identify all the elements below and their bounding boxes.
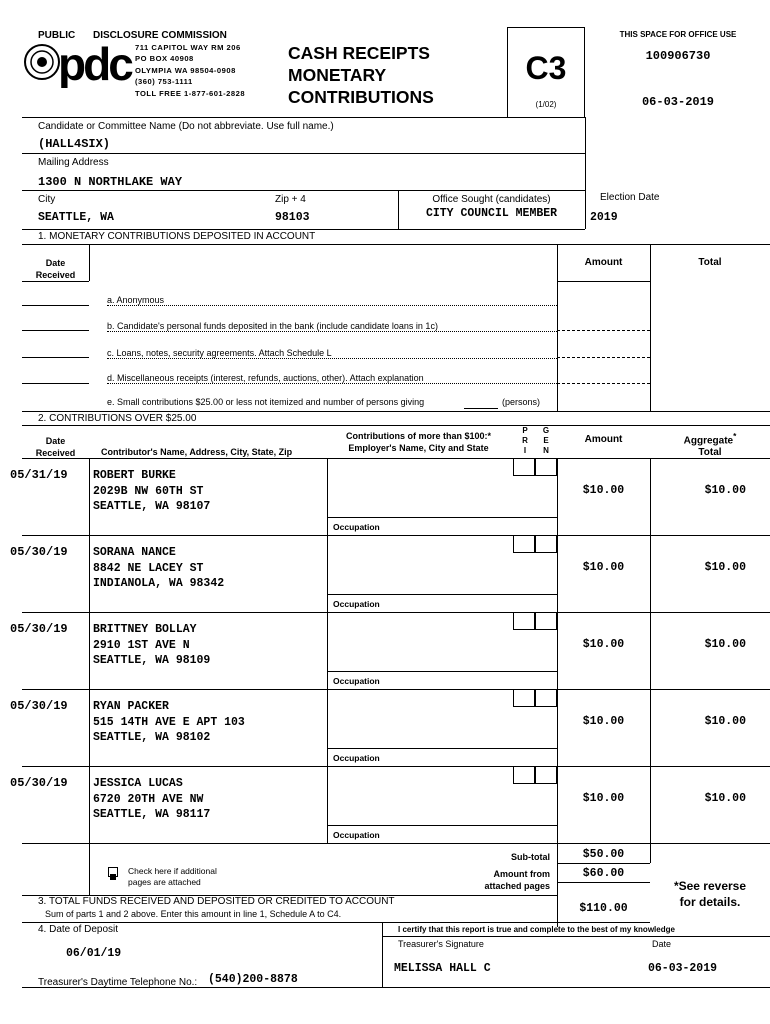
zip-label: Zip + 4 xyxy=(275,194,306,205)
contributor-street[interactable]: 8842 NE LACEY ST xyxy=(93,561,204,575)
contribution-amount[interactable]: $10.00 xyxy=(582,561,625,574)
subtotal-label: Sub-total xyxy=(511,852,550,862)
gen-checkbox[interactable] xyxy=(535,458,557,476)
line-c-loans: c. Loans, notes, security agreements. Attach Schedule L xyxy=(107,348,557,359)
agency-address xyxy=(135,42,245,99)
section1-amount-header: Amount xyxy=(584,257,623,268)
logo-lettering: pdc xyxy=(58,42,131,88)
phone-field[interactable]: (540)200-8878 xyxy=(208,973,298,986)
pri-checkbox[interactable] xyxy=(513,766,535,784)
total-funds-amount: $110.00 xyxy=(579,902,628,915)
gen-checkbox[interactable] xyxy=(535,766,557,784)
pdc-logo xyxy=(22,42,134,88)
line-b-personal-funds: b. Candidate's personal funds deposited in the bank (include candidate loans in 1c) xyxy=(107,321,557,332)
contributor-city[interactable]: SEATTLE, WA 98109 xyxy=(93,654,211,667)
section2-heading: 2. CONTRIBUTIONS OVER $25.00 xyxy=(38,413,197,424)
employer-header xyxy=(327,430,510,454)
contribution-date[interactable]: 05/30/19 xyxy=(10,699,68,713)
contribution-row xyxy=(10,535,770,612)
section3-heading: 3. TOTAL FUNDS RECEIVED AND DEPOSITED OR CREDITED TO ACCOUNT xyxy=(38,896,395,907)
pri-checkbox[interactable] xyxy=(513,458,535,476)
agency-name-left: PUBLIC xyxy=(38,30,76,41)
additional-pages-checkbox[interactable] xyxy=(108,867,118,877)
occupation-label: Occupation xyxy=(333,522,380,532)
employer-header-line: Employer's Name, City and State xyxy=(348,443,489,453)
contributor-street[interactable]: 6720 20TH AVE NW xyxy=(93,792,204,806)
aggregate-total: $10.00 xyxy=(704,484,746,497)
aggregate-total: $10.00 xyxy=(704,715,746,728)
agency-name-right: DISCLOSURE COMMISSION xyxy=(93,30,227,41)
additional-pages-label xyxy=(128,866,217,888)
contribution-amount[interactable]: $10.00 xyxy=(582,484,625,497)
certify-statement: I certify that this report is true and complete to the best of my knowledge xyxy=(398,925,675,934)
election-date-field[interactable]: 2019 xyxy=(590,211,618,224)
office-use-label: THIS SPACE FOR OFFICE USE xyxy=(619,30,737,39)
date-header-line: Received xyxy=(35,270,76,280)
form-title xyxy=(288,42,434,108)
form-version: (1/02) xyxy=(535,100,557,109)
mailing-address-label: Mailing Address xyxy=(38,157,109,168)
contribution-row xyxy=(10,766,770,843)
contributor-city[interactable]: SEATTLE, WA 98102 xyxy=(93,731,211,744)
section1-heading: 1. MONETARY CONTRIBUTIONS DEPOSITED IN ACCOUNT xyxy=(38,231,316,242)
election-date-label: Election Date xyxy=(600,192,660,203)
line-a-anonymous: a. Anonymous xyxy=(107,295,557,306)
contribution-date[interactable]: 05/31/19 xyxy=(10,468,68,482)
treasurer-signature-field[interactable]: MELISSA HALL C xyxy=(394,962,491,975)
certify-date-field[interactable]: 06-03-2019 xyxy=(648,962,718,975)
contribution-date[interactable]: 05/30/19 xyxy=(10,622,68,636)
date-header-line: Received xyxy=(35,448,76,458)
contributor-info xyxy=(93,545,224,592)
pri-header xyxy=(516,426,534,456)
line-d-misc-receipts: d. Miscellaneous receipts (interest, refunds, auctions, other). Attach explanation xyxy=(107,373,557,384)
section4-heading: 4. Date of Deposit xyxy=(38,924,119,935)
contributor-name[interactable]: JESSICA LUCAS xyxy=(93,777,183,790)
mailing-address-field[interactable]: 1300 N NORTHLAKE WAY xyxy=(38,175,183,189)
city-label: City xyxy=(38,194,56,205)
gen-checkbox[interactable] xyxy=(535,612,557,630)
occupation-label: Occupation xyxy=(333,830,380,840)
contributor-header: Contributor's Name, Address, City, State, Zip xyxy=(101,447,293,457)
contributor-info xyxy=(93,776,210,823)
contributor-name[interactable]: RYAN PACKER xyxy=(93,700,169,713)
candidate-name-field[interactable]: (HALL4SIX) xyxy=(38,137,111,151)
section1-date-header xyxy=(22,257,89,281)
see-reverse-line: *See reverse xyxy=(673,879,747,893)
aggregate-total: $10.00 xyxy=(704,792,746,805)
attached-label xyxy=(440,868,550,892)
pri-checkbox[interactable] xyxy=(513,535,535,553)
aggregate-star: * xyxy=(733,431,737,441)
gen-letter: G xyxy=(542,426,550,435)
checkbox-mark-icon xyxy=(109,873,117,881)
date-header-line: Date xyxy=(45,436,66,446)
gen-letter: E xyxy=(543,436,549,445)
phone-label: Treasurer's Daytime Telephone No.: xyxy=(38,977,198,988)
employer-header-line: Contributions of more than $100:* xyxy=(345,431,491,441)
aggregate-header-line: Total xyxy=(698,447,722,459)
certify-date-label: Date xyxy=(652,939,672,949)
subtotal-amount: $50.00 xyxy=(582,848,625,861)
contribution-row xyxy=(10,612,770,689)
see-reverse-line: for details. xyxy=(679,895,741,909)
contributor-street[interactable]: 2029B NW 60TH ST xyxy=(93,484,204,498)
contribution-row xyxy=(10,689,770,766)
occupation-label: Occupation xyxy=(333,676,380,686)
contributor-name[interactable]: SORANA NANCE xyxy=(93,546,176,559)
contributor-info xyxy=(93,622,210,669)
agency-address-line: 711 CAPITOL WAY RM 206 xyxy=(135,43,241,52)
section2-amount-header: Amount xyxy=(584,434,623,445)
agency-address-line: TOLL FREE 1-877-601-2828 xyxy=(135,88,246,98)
gen-header xyxy=(537,426,555,456)
office-date: 06-03-2019 xyxy=(641,95,714,109)
deposit-date-field[interactable]: 06/01/19 xyxy=(66,947,122,960)
contributor-city[interactable]: INDIANOLA, WA 98342 xyxy=(93,577,225,590)
form-code: C3 xyxy=(525,50,567,86)
pri-checkbox[interactable] xyxy=(513,612,535,630)
pri-letter: P xyxy=(522,426,528,435)
contribution-amount[interactable]: $10.00 xyxy=(582,792,625,805)
form-title-line: MONETARY xyxy=(288,65,387,85)
attached-label-line: Amount from xyxy=(493,869,550,879)
aggregate-header xyxy=(650,430,770,459)
contributor-name[interactable]: ROBERT BURKE xyxy=(93,469,176,482)
attached-amount: $60.00 xyxy=(582,867,625,880)
contribution-date[interactable]: 05/30/19 xyxy=(10,545,68,559)
occupation-label: Occupation xyxy=(333,599,380,609)
agency-address-line: (360) 753-1111 xyxy=(135,77,193,87)
check-label-line: pages are attached xyxy=(128,877,201,887)
office-sought-label: Office Sought (candidates) xyxy=(432,194,551,205)
section2-date-header xyxy=(22,435,89,459)
contributor-street[interactable]: 515 14TH AVE E APT 103 xyxy=(93,715,245,729)
form-title-line: CONTRIBUTIONS xyxy=(288,87,434,107)
gen-checkbox[interactable] xyxy=(535,535,557,553)
aggregate-total: $10.00 xyxy=(704,561,746,574)
contributor-city[interactable]: SEATTLE, WA 98107 xyxy=(93,500,211,513)
office-sought-field[interactable]: CITY COUNCIL MEMBER xyxy=(425,207,558,220)
contributor-info xyxy=(93,699,245,746)
zip-field[interactable]: 98103 xyxy=(275,211,310,224)
contributor-street[interactable]: 2910 1ST AVE N xyxy=(93,638,190,652)
form-title-line: CASH RECEIPTS xyxy=(288,43,430,63)
occupation-label: Occupation xyxy=(333,753,380,763)
office-report-number: 100906730 xyxy=(645,49,711,63)
check-label-line: Check here if additional xyxy=(128,866,217,876)
contributor-city[interactable]: SEATTLE, WA 98117 xyxy=(93,808,211,821)
line-e-small-contributions: e. Small contributions $25.00 or less not itemized and number of persons giving xyxy=(107,397,425,407)
section1-total-header: Total xyxy=(698,257,722,268)
pri-letter: R xyxy=(522,436,528,445)
agency-address-line: PO BOX 40908 xyxy=(135,54,194,64)
persons-suffix: (persons) xyxy=(502,397,541,407)
contribution-amount[interactable]: $10.00 xyxy=(582,715,625,728)
contribution-date[interactable]: 05/30/19 xyxy=(10,776,68,790)
pri-letter: I xyxy=(523,446,527,455)
date-header-line: Date xyxy=(45,258,66,268)
pri-checkbox[interactable] xyxy=(513,689,535,707)
agency-address-line: OLYMPIA WA 98504-0908 xyxy=(135,65,236,75)
section3-note: Sum of parts 1 and 2 above. Enter this amount in line 1, Schedule A to C4. xyxy=(45,909,342,919)
gen-letter: N xyxy=(543,446,549,455)
contributor-name[interactable]: BRITTNEY BOLLAY xyxy=(93,623,197,636)
pdc-logo-graphic xyxy=(22,42,134,88)
see-reverse-note xyxy=(650,878,770,910)
city-field[interactable]: SEATTLE, WA xyxy=(38,211,114,224)
treasurer-signature-label: Treasurer's Signature xyxy=(398,939,484,949)
candidate-name-label: Candidate or Committee Name (Do not abbreviate. Use full name.) xyxy=(38,121,334,132)
persons-count-field[interactable] xyxy=(464,408,498,409)
aggregate-header-line: Aggregate xyxy=(683,435,734,447)
aggregate-total: $10.00 xyxy=(704,638,746,651)
attached-label-line: attached pages xyxy=(484,881,550,891)
contribution-row xyxy=(10,458,770,535)
contribution-amount[interactable]: $10.00 xyxy=(582,638,625,651)
gen-checkbox[interactable] xyxy=(535,689,557,707)
contributor-info xyxy=(93,468,210,515)
